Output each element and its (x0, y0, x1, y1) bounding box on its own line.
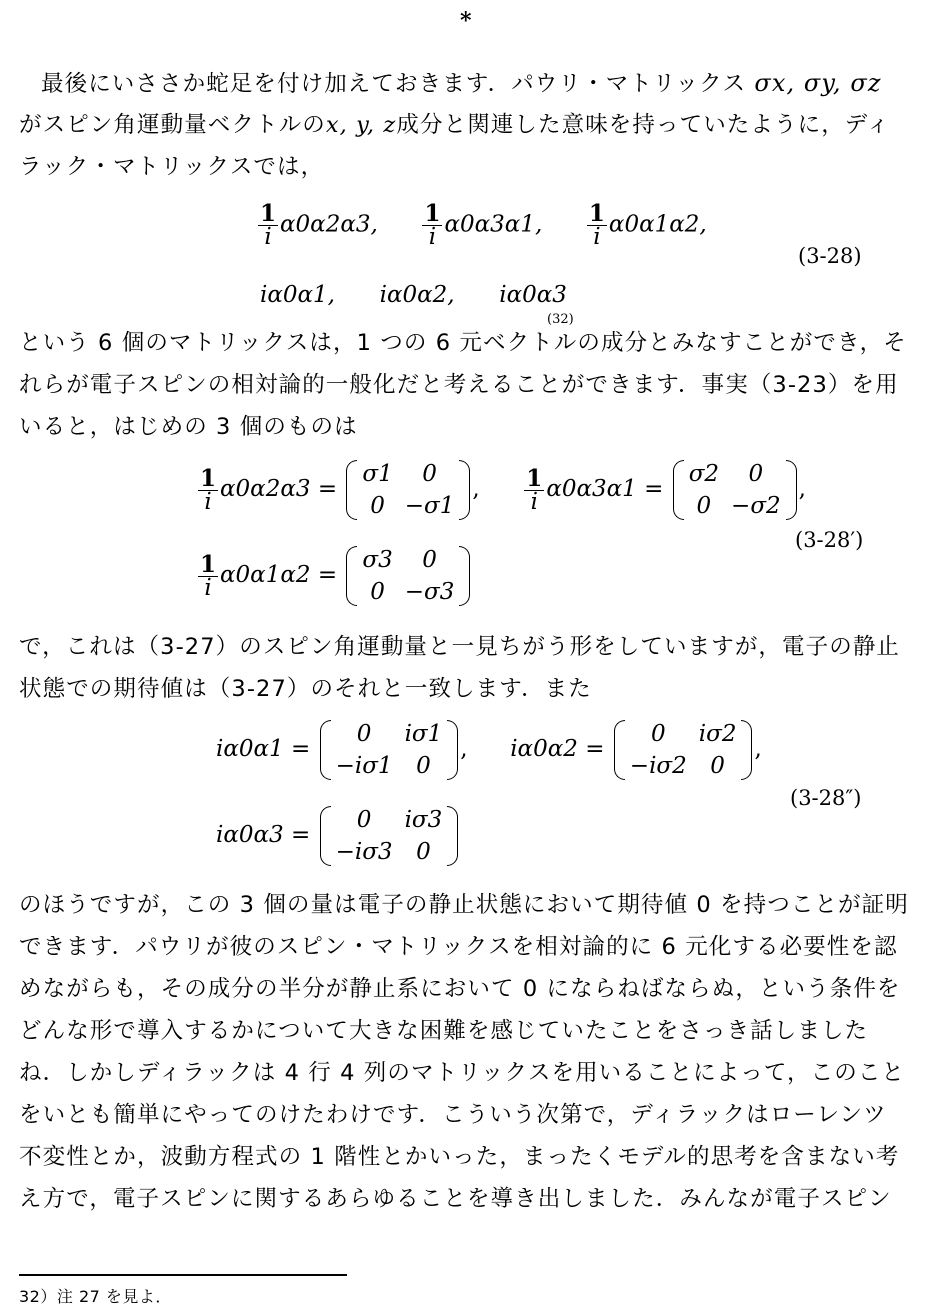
para1-line2b: 成分と関連した意味を持っていたように，ディ (396, 112, 891, 138)
para1-line3: ラック・マトリックスでは， (19, 154, 325, 180)
equation-3-28p-row2: $\frac{1}{i}$ α0α1α2 = σ3 0 0 −σ3 (198, 544, 472, 608)
matrix-sigma1: σ1 0 0 −σ1 (346, 458, 470, 522)
matrix-i-sigma2: 0 iσ2 −iσ2 0 (614, 718, 753, 782)
paragraph-intro (19, 62, 919, 188)
eq-term-ia0a3: iα0α3 (499, 282, 567, 308)
section-asterisk: * (460, 8, 472, 34)
eq-term-a0a1a2: α0α1α2, (608, 211, 707, 238)
para4-line8: え方で，電子スピンに関するあらゆることを導き出しました．みんなが電子スピン (19, 1186, 892, 1212)
equation-3-28-row1: $\frac{1}{i}$ α0α2α3, $\frac{1}{i}$ α0α3α1, $\frac{1}{i}$ α0α1α2, (260, 200, 707, 250)
eq-term-a0a3a1: α0α3α1, (444, 211, 543, 238)
para4-line4: どんな形で導入するかについて大きな困難を感じていたことをさっき話しました (19, 1018, 869, 1044)
para4-line7: 不変性とか，波動方程式の 1 階性とかいった，まったくモデル的思考を含まない考 (19, 1144, 900, 1170)
para2-line1: という 6 個のマトリックスは，1 つの 6 元ベクトルの成分とみなすことができ，そ (19, 330, 907, 356)
para1-line2a: がスピン角運動量ベクトルの (19, 112, 326, 138)
matrix-sigma2: σ2 0 0 −σ2 (673, 458, 797, 522)
matrix-i-sigma3: 0 iσ3 −iσ3 0 (320, 804, 459, 868)
equation-3-28-row2 (260, 282, 567, 308)
equation-number-3-28: (3-28) (798, 244, 862, 268)
equation-3-28pp-row2: iα0α3 = 0 iσ3 −iσ3 0 (216, 804, 460, 868)
footnote-rule (19, 1274, 347, 1276)
equation-number-3-28p: (3-28′) (795, 528, 864, 552)
footnote-32: 32）注 27 を見よ． (19, 1287, 172, 1306)
footnote-marker-32: (32) (547, 312, 574, 327)
paragraph-conclusion (19, 884, 919, 1220)
para4-line6: をいとも簡単にやってのけたわけです．こういう次第で，ディラックはローレンツ (19, 1102, 887, 1128)
para4-line2: できます．パウリが彼のスピン・マトリックスを相対論的に 6 元化する必要性を認 (19, 934, 898, 960)
para4-line1: のほうですが，この 3 個の量は電子の静止状態において期待値 0 を持つことが証明 (19, 892, 909, 918)
matrix-sigma3: σ3 0 0 −σ3 (346, 544, 470, 608)
equation-number-3-28pp: (3-28″) (790, 786, 862, 810)
equation-3-28pp-row1: iα0α1 = 0 iσ1 −iσ1 0 , iα0α2 = 0 iσ2 −iσ2 0 , (216, 718, 762, 782)
para4-line3: めながらも，その成分の半分が静止系において 0 にならねばならぬ，という条件を (19, 976, 901, 1002)
para1-line1: 最後にいささか蛇足を付け加えておきます．パウリ・マトリックス (41, 71, 747, 97)
para4-line5: ね．しかしディラックは 4 行 4 列のマトリックスを用いることによって，このこと (19, 1060, 906, 1086)
pauli-matrices-inline: σx, σy, σz (754, 69, 882, 97)
eq-term-ia0a2: iα0α2, (379, 282, 455, 308)
para2-line3: いると，はじめの 3 個のものは (19, 414, 358, 440)
matrix-i-sigma1: 0 iσ1 −iσ1 0 (320, 718, 459, 782)
equation-3-28p-row1: $\frac{1}{i}$ α0α2α3 = σ1 0 0 −σ1 , $\frac{1}{i}$ α0α3α1 = σ2 0 0 −σ2 , (198, 458, 806, 522)
para3-line1: で，これは（3-27）のスピン角運動量と一見ちがう形をしていますが，電子の静止 (19, 634, 901, 660)
paragraph-expectation (19, 626, 919, 710)
para2-line2: れらが電子スピンの相対論的一般化だと考えることができます．事実（3-23）を用 (19, 372, 899, 398)
para3-line2: 状態での期待値は（3-27）のそれと一致します．また (19, 676, 592, 702)
xyz-inline: x, y, z (325, 112, 397, 138)
paragraph-six-vector (19, 322, 919, 448)
eq-term-ia0a1: iα0α1, (260, 282, 335, 308)
eq-term-a0a2a3: α0α2α3, (280, 211, 378, 238)
